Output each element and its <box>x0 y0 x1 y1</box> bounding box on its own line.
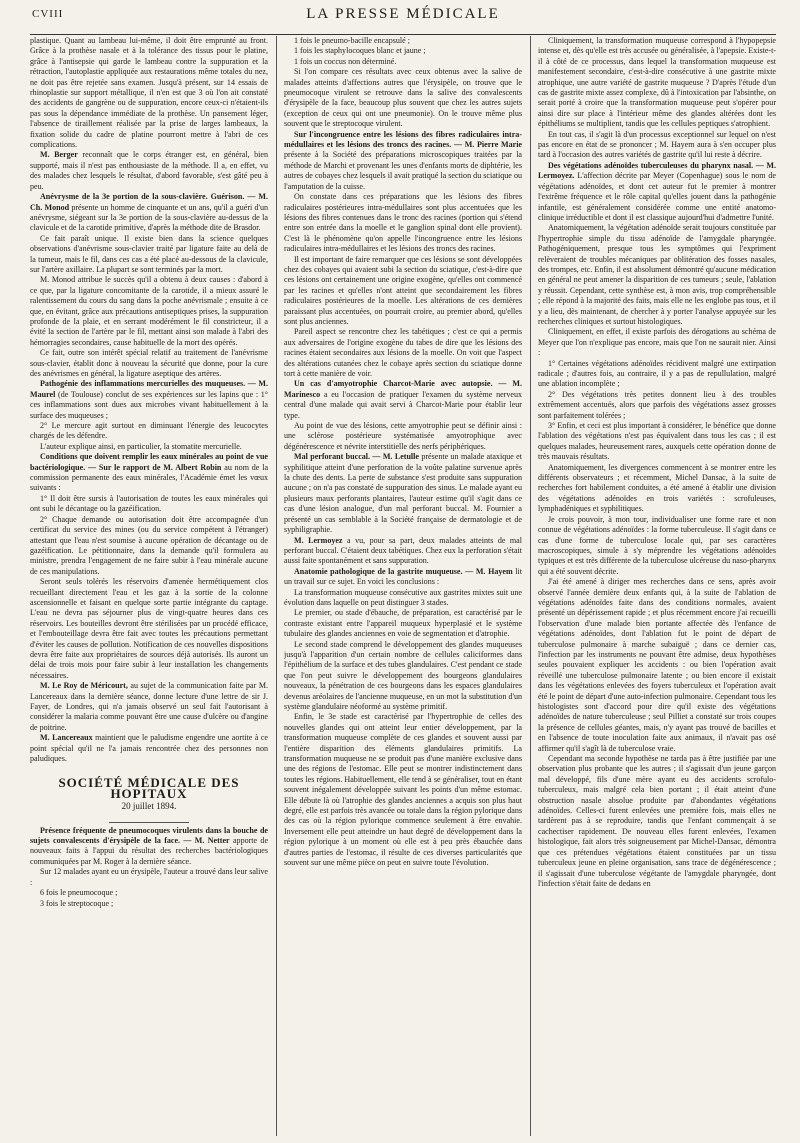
paragraph: 2° Des végétations très petites donnent lieu à des troubles extrêmement accentués, alors que parfois des végétations assez grosses sont parfaitement tolérées ; <box>538 389 776 420</box>
paragraph: M. Monod attribue le succès qu'il a obtenu à deux causes : d'abord à ce que, par la ligature concomitante de la carotide, il a mieux assuré le ralentissement du cours du sang dans la poche anévrismale ; ensuite à ce que, en évitant, grâce aux précautions antiseptiques prises, la suppuration profonde de la plaie, et en serrant modérément le fil constricteur, il a évité la section de l'artère par le fil, mettant ainsi son malade à l'abri des hémorragies secondaires, cause habituelle de la mort des opérés. <box>30 275 268 347</box>
paragraph: Si l'on compare ces résultats avec ceux obtenus avec la salive de malades atteints d'affections autres que l'érysipèle, on trouve que le pneumocoque virulent se retrouve dans la salive des convalescents d'érysipèle de la face, beaucoup plus souvent que chez les autres sujets (exception de ceux qui ont une pneumonie). On le trouve même plus souvent que le streptocoque virulent. <box>284 67 522 129</box>
subject-heading: Présence fréquente de pneumocoques virulents dans la bouche de sujets convalescents d'érysipèle de la face. <box>30 825 268 846</box>
list-item: 1 fois les staphylocoques blanc et jaune ; <box>294 46 426 56</box>
paragraph: Conditions que doivent remplir les eaux minérales au point de vue bactériologique. — Sur le rapport de M. Albert Robin au nom de la commission permanente des eaux minérales, l'Académie émet les vœux suivants : <box>30 452 268 493</box>
column-rule <box>276 36 277 1136</box>
speaker-name: M. Berger <box>40 150 78 160</box>
paragraph: Anatomiquement, la végétation adénoïde serait toujours constituée par l'hypertrophie simple du tissu adénoïde de l'amygdale pharyngée. Pathogéniquement, presque tous les symptômes qui l'expriment relèveraient de troubles mécaniques par oblitération des fosses nasales, des trompes, etc. Enfin, il est absolument démontré qu'aucune médication en général ne peut amener la disparition de ces tumeurs ; seule, l'ablation y réussit. Cependant, cette synthèse est, à mon avis, trop compréhensible ; elle répond à la majorité des faits, mais elle ne les englobe pas tous, et il y a lieu, dès maintenant, de chercher à y porter l'analyse appuyée sur les recherches cliniques et surtout histologiques. <box>538 223 776 326</box>
subject-heading: Anévrysme de la 3e portion de la sous-clavière. Guérison. <box>40 192 245 202</box>
paragraph: 2° Le mercure agit surtout en diminuant l'énergie des leucocytes chargés de les défendre. <box>30 421 268 441</box>
list-item: 3 fois le streptocoque ; <box>40 898 114 908</box>
paragraph: Anatomiquement, les divergences commencent à se montrer entre les différents observateurs ; et récemment, Michel Dansac, à la suite de recherches fort habilement conduites, a été amené à établir une division des végétations adénoïdes en trois variétés : scrofuleuses, lymphadéniques et syphilitiques. <box>538 462 776 514</box>
subject-heading: Sur l'incongruence entre les lésions des fibres radiculaires intra-médullaires et les lésions des troncs des racines. <box>284 129 522 150</box>
column-1 <box>30 36 268 1136</box>
subject-heading: Anatomie pathologique de la gastrite muqueuse. <box>294 566 463 576</box>
divider <box>109 822 189 823</box>
paragraph: Un cas d'amyotrophie Charcot-Marie avec autopsie. — M. Marinesco a eu l'occasion de pratiquer l'examen du système nerveux central d'une malade qui avait servi à Charcot-Marie pour établir leur type. <box>284 379 522 420</box>
journal-title: LA PRESSE MÉDICALE <box>306 6 500 22</box>
speaker-name: — M. Lermoyez. <box>538 160 776 181</box>
paragraph: En tout cas, il s'agit là d'un processus exceptionnel sur lequel on n'est pas encore en état de se prononcer ; M. Hayem aura à s'en occuper plus tard à l'occasion des autres variétés de gastrite qu'il lui reste à décrire. <box>538 129 776 160</box>
speaker-name: — M. Netter <box>183 836 230 846</box>
list-item: 1 fois un coccus non déterminé. <box>294 56 397 66</box>
speaker-name: M. Lancereaux <box>40 733 93 743</box>
paragraph: Seront seuls tolérés les réservoirs d'amenée hermétiquement clos recueillant directement l'eau et les gaz à la sortie de la colonne ascensionnelle et faisant en quelque sorte partie intégrante du captage. L'eau ne devra pas séjourner plus de vingt-quatre heures dans ces réservoirs. Les bouteilles devront être stérilisées par un procédé efficace, et l'embouteillage devra être fait avec toutes les précautions permettant d'éviter les causes de pollution. Notification de ces nouvelles dispositions devra être faite aux propriétaires de sources déjà autorisés. Ils auront un délai de trois mois pour faire subir à leur installation les changements nécessaires. <box>30 577 268 680</box>
paragraph: Je crois pouvoir, à mon tour, individualiser une forme rare et non connue de végétations adénoïdes : la forme tuberculeuse. Il s'agit dans ce cas d'une forme de tuberculose locale qui, par ses caractères macroscopiques, simule à s'y méprendre les végétations adénoïdes typiques et est très différente de la tuberculose ulcéreuse du naso-pharynx qui a été souvent décrite. <box>538 514 776 576</box>
paragraph: La transformation muqueuse consécutive aux gastrites mixtes suit une évolution dans laquelle on peut distinguer 3 stades. <box>284 587 522 607</box>
column-rule <box>530 36 531 1136</box>
speaker-name: M. Le Roy de Méricourt, <box>40 681 128 691</box>
column-3 <box>538 36 776 1136</box>
subject-heading: Mal perforant buccal. <box>294 452 371 462</box>
paragraph: Cliniquement, la transformation muqueuse correspond à l'hypopepsie intense et, dès qu'elle est très accusée ou généralisée, à l'apepsie. Existe-t-il à côté de ce processus, dans lequel la transformation muqueuse est manifestement secondaire, c'est-à-dire consécutive à une gastrite mixte atrophique, une autre variété de gastrite muqueuse ? D'après l'étude d'un cas de gastrite mixte assez complexe, dû à l'intoxication par l'absinthe, on serait porté à croire que la transformation muqueuse peut s'opérer pour ainsi dire sur place à l'intérieur même des glandes altérées dont les épithéliums se multiplient, tandis que les cellules peptiques s'atrophient. <box>538 36 776 129</box>
paragraph: Le premier, ou stade d'ébauche, de préparation, est caractérisé par le contraste existant entre l'appareil muqueux hyperplasié et le système tubulaire des glandes anciennes en voie de segmentation et d'atrophie. <box>284 608 522 639</box>
paragraph: M. Berger reconnaît que le corps étranger est, en général, bien supporté, mais il n'est pas enthousiaste de la méthode. Il a, en effet, vu des malades chez lesquels le résultat, d'abord favorable, s'est gâté peu à peu. <box>30 150 268 191</box>
paragraph: 2° Chaque demande ou autorisation doit être accompagnée d'un certificat du service des mines (ou du service compétent à l'étranger) attestant que l'eau n'est soumise à aucune opération de décantage ou de gazéification. Le pétitionnaire, dans la demande qu'il formulera au ministre, prendra l'engagement de ne faire subir à l'eau minérale aucune de ces manipulations. <box>30 514 268 576</box>
section-title: SOCIÉTÉ MÉDICALE DES HOPITAUX <box>58 775 240 801</box>
paragraph: Cependant ma seconde hypothèse ne tarda pas à être justifiée par une observation plus probante que les autres ; il s'agissait d'un jeune garçon mal développé, fils d'une mère ayant eu des accidents scrofulo-tuberculeux, mais malgré cela bien portant ; il était atteint d'une obstruction nasale absolue produite par d'abondantes végétations adénoïdes. Celles-ci furent enlevées une première fois, mais elles ne tardèrent pas à se reproduire, tandis que l'enfant commençait à se cachectiser rapidement. De nouveau elles furent enlevées, l'examen histologique, fait alors très soigneusement par Michel-Dansac, démontra que ces prétendues végétations étaient constituées par un tissu tuberculeux jeune en pleine organisation, sans trace de dégénérescence ; il s'agissait d'une tuberculose végétante de l'amygdale pharyngée, dont l'infection s'était faite de dedans en <box>538 754 776 888</box>
paragraph: Anévrysme de la 3e portion de la sous-clavière. Guérison. — M. Ch. Monod présente un homme de cinquante et un ans, qu'il a guéri d'un anévrysme, siégeant sur la 3e portion de la sous-clavière au-dessus de la clavicule et de la carotide primitive, d'après la méthode dite de Brasdor. <box>30 192 268 233</box>
paragraph: M. Lermoyez a vu, pour sa part, deux malades atteints de mal perforant buccal. C'étaient deux tabétiques. Chez eux la perforation s'était aussi faite spontanément et sans suppuration. <box>284 535 522 566</box>
speaker-name: — M. Maurel <box>30 379 268 399</box>
paragraph: Anatomie pathologique de la gastrite muqueuse. — M. Hayem lit un travail sur ce sujet. En voici les conclusions : <box>284 566 522 587</box>
paragraph: M. Le Roy de Méricourt, au sujet de la communication faite par M. Lancereaux dans la dernière séance, donne lecture d'une lettre de sir J. Fayer, de Londres, qui n'a jamais observé un seul fait l'autorisant à considérer la malaria comme pouvant être une cause d'ulcère ou d'angine de poitrine. <box>30 681 268 732</box>
paragraph: Au point de vue des lésions, cette amyotrophie peut se définir ainsi : une sclérose postérieure systématisée amyotrophique avec dégénérescence et névrite interstitielle des nerfs périphériques. <box>284 421 522 451</box>
subject-heading: Conditions que doivent remplir les eaux minérales au point de vue bactériologique. <box>30 452 268 472</box>
paragraph: Des végétations adénoïdes tuberculeuses du pharynx nasal. — M. Lermoyez. L'affection décrite par Meyer (Copenhague) sous le nom de végétations adénoïdes, et dont cet auteur fut le premier à montrer l'extrême fréquence et le rôle capital qu'elles jouent dans la pathogénie infantile, est généralement considérée comme une entité anatomo-clinique irréductible et dont il est classique aujourd'hui d'admettre l'unité. <box>538 160 776 222</box>
paragraph: Ce fait, outre son intérêt spécial relatif au traitement de l'anévrisme sous-clavier, établit donc à nouveau la sécurité que donne, pour la cure des anévrismes en général, la ligature aseptique des artères. <box>30 348 268 378</box>
paragraph: Sur l'incongruence entre les lésions des fibres radiculaires intra-médullaires et les lésions des troncs des racines. — M. Pierre Marie présente à la Société des préparations microscopiques traitées par la méthode de Marchi et provenant les unes d'enfants morts de diphtérie, les autres de cobayes chez lesquels il avait pratiqué la section du sciatique ou l'amputation de la cuisse. <box>284 129 522 191</box>
speaker-name: M. Lermoyez <box>294 535 343 545</box>
paragraph: Présence fréquente de pneumocoques virulents dans la bouche de sujets convalescents d'érysipèle de la face. — M. Netter apporte de nouveaux faits à l'appui du résultat des recherches bactériologiques communiquées par M. Roger à la dernière séance. <box>30 825 268 866</box>
speaker-name: — M. Marinesco <box>284 379 522 399</box>
paragraph: 1° Certaines végétations adénoïdes récidivent malgré une extirpation radicale ; d'autres fois, au contraire, il y a pas de repullulation, malgré une ablation incomplète ; <box>538 358 776 389</box>
paragraph: L'auteur explique ainsi, en particulier, la stomatite mercurielle. <box>40 441 242 451</box>
paragraph: On constate dans ces préparations que les lésions des fibres radiculaires postérieures intra-médullaires sont plus accentuées que les lésions des fibres contenues dans le tronc des racines (portion qui s'étend entre son entrée dans la moelle et le ganglion spinal dont elle provient). C'est là le phénomène qu'on appelle l'incongruence entre les lésions radiculaires intra-médullaires et les lésions des troncs des racines. <box>284 192 522 254</box>
speaker-name: — M. Pierre Marie <box>453 140 522 150</box>
paragraph: J'ai été amené à diriger mes recherches dans ce sens, après avoir observé l'année dernière deux enfants qui, à la suite de l'ablation de végétations adénoïdes faite dans des conditions normales, avaient présenté un dépérissement rapide ; et plus récemment encore j'ai recueilli l'observation d'une malade bien portante affectée dès l'enfance de végétations adénoïdes, dont l'ablation fut le point de départ de tuberculose pulmonaire à marche subaiguë ; dans ce dernier cas, l'infection par les instruments ne pouvant être admise, deux hypothèses seules pouvaient expliquer les accidents : ou bien l'opération avait réveillé une tuberculose pulmonaire latente ; ou bien encore il existait dans les végétations enlevées des foyers tuberculeux et l'opération avait été le point de départ d'une auto-infection pulmonaire. Cependant tous les histologistes sont d'accord pour dire qu'il existe des végétations adénoïdes de nature tuberculeuse ; seul Pilliet a constaté sur trois coupes la présence de cellules géantes, mais, n'y ayant pas trouvé de bacilles et en l'absence de toute inoculation faite aux animaux, il n'avait pas osé affirmer qu'il s'agît là de tuberculose vraie. <box>538 577 776 753</box>
subject-heading: Un cas d'amyotrophie Charcot-Marie avec autopsie. <box>294 379 493 389</box>
list-item: 6 fois le pneumocoque ; <box>40 888 118 898</box>
page-number: CVIII <box>32 8 64 20</box>
paragraph: Mal perforant buccal. — M. Letulle présente un malade ataxique et syphilitique atteint d'une perforation de la voûte palatine survenue après la chute des dents. La perte de substance s'est produite sans suppuration aucune ; on n'a pas constaté de suppuration des sinus. Le malade ayant eu plusieurs maux perforants plantaires, l'auteur estime qu'il s'agit dans ce cas d'une lésion analogue, d'un mal perforant buccal. M. Fournier a présenté un cas semblable à la Société française de dermatologie et de syphiligraphie. <box>284 452 522 535</box>
paragraph: Pathogénie des inflammations mercurielles des muqueuses. — M. Maurel (de Toulouse) conclut de ses expériences sur les lapins que : 1° ces inflammations sont dues aux microbes vivant habituellement à la surface des muqueuses ; <box>30 379 268 420</box>
paragraph: Le second stade comprend le développement des glandes muqueuses jusqu'à l'apparition d'un certain nombre de cellules caliciformes dans l'épithélium de la surface et des tubes glandulaires. C'est pendant ce stade que l'on peut suivre le développement des bourgeons glandulaires nouveaux, la pénétration de ces bourgeons dans les espaces glandulaires devenus aréolaires de l'ancienne muqueuse, en un mot la substitution d'un système glandulaire néoformé au système primitif. <box>284 639 522 711</box>
subject-heading: Des végétations adénoïdes tuberculeuses du pharynx nasal. <box>548 160 754 170</box>
speaker-name: — M. Letulle <box>372 452 419 462</box>
column-2 <box>284 36 522 1136</box>
paragraph: plastique. Quant au lambeau lui-même, il doit être emprunté au front. Grâce à la prothèse nasale et à la tolérance des tissus pour le platine, grâce à l'antisepsie qui garde le lambeau contre la suppuration et la rétraction, l'autoplastie appliquée aux restaurations même totales du nez, ne doit pas être rejetée sans examen. Jusqu'à présent, sur 14 essais de rhinoplastie sur support métallique, il n'en est que 3 où l'on ait constaté des accidents de gangrène ou de suppuration, encore ceux-ci n'étaient-ils pas sous la dépendance immédiate de la prothèse. Un pansement léger, l'absence de tiraillement réalisée par la prise de larges lambeaux, la fixation solide du cadre de platine pourront mettre à l'abri de ces complications. <box>30 36 268 150</box>
list-item: 1 fois le pneumo-bacille encapsulé ; <box>294 36 410 45</box>
paragraph: Sur 12 malades ayant eu un érysipèle, l'auteur a trouvé dans leur salive : <box>30 867 268 887</box>
paragraph: 3° Enfin, et ceci est plus important à considérer, le bénéfice que donne l'ablation des végétations n'est pas équivalent dans tous les cas ; il est quelques malades, heureusement rares, auxquels cette opération donne de très mauvais résultats. <box>538 421 776 462</box>
paragraph: Il est important de faire remarquer que ces lésions se sont développées chez des cobayes qui avaient subi la section du sciatique, c'est-à-dire que ces lésions ont certainement une origine exogène, qu'elles ont commencé par les racines et qu'elles n'ont atteint que secondairement les fibres radiculaires postérieures de la moelle. Les altérations de ces dernières paraissant plus accentuées, on pourrait croire, au premier abord, qu'elles sont plus anciennes. <box>284 254 522 326</box>
paragraph: Cliniquement, en effet, il existe parfois des dérogations au schéma de Meyer que l'on n'explique pas encore, mais que l'on ne saurait nier. Ainsi : <box>538 327 776 358</box>
speaker-name: — M. Ch. Monod <box>30 192 268 212</box>
page-header <box>30 4 776 35</box>
subject-heading: Pathogénie des inflammations mercurielles des muqueuses. <box>40 379 246 389</box>
paragraph: Pareil aspect se rencontre chez les tabétiques ; c'est ce qui a permis aux adversaires de l'origine exogène du tabes de dire que les lésions des racines étaient secondaires aux lésions de la moelle. On voit que l'aspect des altérations cutanées chez le cobaye après section du sciatique donne tort à cette manière de voir. <box>284 327 522 378</box>
paragraph: M. Lancereaux maintient que le paludisme engendre une aortite à ce point spécial qu'il ne l'a jamais rencontrée chez des personnes non paludiques. <box>30 733 268 764</box>
paragraph: Enfin, le 3e stade est caractérisé par l'hypertrophie de celles des nouvelles glandes qui ont atteint leur entier développement, par la transformation muqueuse complète de ces glandes et souvent aussi par l'entière disparition des éléments glandulaires primitifs. La transformation muqueuse ne se produit pas d'une manière exclusive dans une des régions de l'estomac. Elle peut se montrer indistinctement dans toutes les régions. Habituellement, elle tend à se généraliser, tout en étant souvent inégalement développée suivant les points d'un même estomac. Elle débute là où l'atrophie des glandes anciennes a acquis son plus haut degré, elle est parfois très avancée ou totale dans la région pylorique dans des cas où la région pylorique commence seulement à être envahie. Inversement elle peut atteindre un haut degré de développement dans la région pylorique à un moment où elle est à peu près ébauchée dans d'autres parties de l'estomac, il résulte de ces diverses particularités que souvent sur une même pièce on peut en suivre toute l'évolution. <box>284 712 522 868</box>
paragraph: 1° Il doit être sursis à l'autorisation de toutes les eaux minérales qui ont subi le décantage ou la gazéification. <box>30 493 268 514</box>
speaker-name: — M. Hayem <box>465 566 513 576</box>
speaker-name: — Sur le rapport de M. Albert Robin <box>88 462 222 472</box>
section-date: 20 juillet 1894. <box>121 801 177 812</box>
article-columns <box>30 36 776 1136</box>
paragraph: Ce fait paraît unique. Il existe bien dans la science quelques observations d'anévrisme sous-clavier traité par ligature faite au delà de la tumeur, mais le fil, dans ces cas a été placé au-dessous de la clavicule, sur l'artère axillaire. La plupart se sont terminés par la mort. <box>30 233 268 274</box>
